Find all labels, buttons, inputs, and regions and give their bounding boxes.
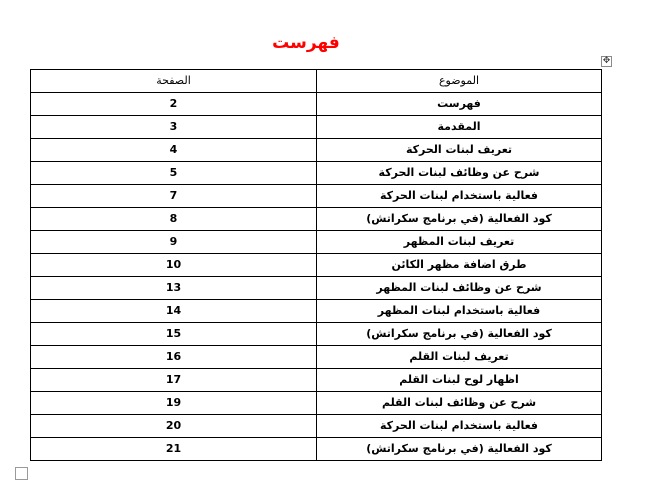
topic-cell[interactable]: تعريف لبنات القلم (317, 346, 602, 369)
header-page[interactable]: الصفحة (31, 70, 317, 93)
table-row (31, 231, 602, 254)
page-number-cell[interactable]: 4 (31, 139, 317, 162)
table-body (31, 93, 602, 461)
topic-cell[interactable]: كود الفعالية (في برنامج سكراتش) (317, 438, 602, 461)
header-topic[interactable]: الموضوع (317, 70, 602, 93)
page-number-cell[interactable]: 8 (31, 208, 317, 231)
topic-cell[interactable]: شرح عن وظائف لبنات المظهر (317, 277, 602, 300)
topic-cell[interactable]: فعالية باستخدام لبنات الحركة (317, 185, 602, 208)
topic-cell[interactable]: طرق اضافة مظهر الكائن (317, 254, 602, 277)
table-row (31, 346, 602, 369)
topic-cell[interactable]: فعالية باستخدام لبنات المظهر (317, 300, 602, 323)
table-row (31, 139, 602, 162)
page-number-cell[interactable]: 7 (31, 185, 317, 208)
table-row (31, 185, 602, 208)
table-row (31, 300, 602, 323)
page-title: فهرست (272, 33, 340, 53)
toc-table (30, 69, 602, 461)
table-resize-handle-icon[interactable] (15, 467, 28, 480)
topic-cell[interactable]: شرح عن وظائف لبنات الحركة (317, 162, 602, 185)
table-row (31, 277, 602, 300)
page-number-cell[interactable]: 9 (31, 231, 317, 254)
page-number-cell[interactable]: 16 (31, 346, 317, 369)
page-number-cell[interactable]: 20 (31, 415, 317, 438)
topic-cell[interactable]: اظهار لوح لبنات القلم (317, 369, 602, 392)
table-row (31, 392, 602, 415)
topic-cell[interactable]: كود الفعالية (في برنامج سكراتش) (317, 208, 602, 231)
table-row (31, 323, 602, 346)
page-number-cell[interactable]: 14 (31, 300, 317, 323)
table-row (31, 116, 602, 139)
topic-cell[interactable]: تعريف لبنات الحركة (317, 139, 602, 162)
page-number-cell[interactable]: 15 (31, 323, 317, 346)
page-number-cell[interactable]: 13 (31, 277, 317, 300)
table-row (31, 369, 602, 392)
page-number-cell[interactable]: 17 (31, 369, 317, 392)
topic-cell[interactable]: فهرست (317, 93, 602, 116)
page-number-cell[interactable]: 10 (31, 254, 317, 277)
table-row (31, 162, 602, 185)
page-number-cell[interactable]: 5 (31, 162, 317, 185)
page-number-cell[interactable]: 21 (31, 438, 317, 461)
table-header-row (31, 70, 602, 93)
topic-cell[interactable]: كود الفعالية (في برنامج سكراتش) (317, 323, 602, 346)
topic-cell[interactable]: فعالية باستخدام لبنات الحركة (317, 415, 602, 438)
table-row (31, 438, 602, 461)
page-number-cell[interactable]: 2 (31, 93, 317, 116)
table-row (31, 415, 602, 438)
topic-cell[interactable]: تعريف لبنات المظهر (317, 231, 602, 254)
page-number-cell[interactable]: 3 (31, 116, 317, 139)
table-row (31, 208, 602, 231)
page-number-cell[interactable]: 19 (31, 392, 317, 415)
table-row (31, 93, 602, 116)
table-row (31, 254, 602, 277)
topic-cell[interactable]: المقدمة (317, 116, 602, 139)
table-move-handle-icon[interactable]: ✥ (602, 56, 611, 66)
topic-cell[interactable]: شرح عن وظائف لبنات القلم (317, 392, 602, 415)
